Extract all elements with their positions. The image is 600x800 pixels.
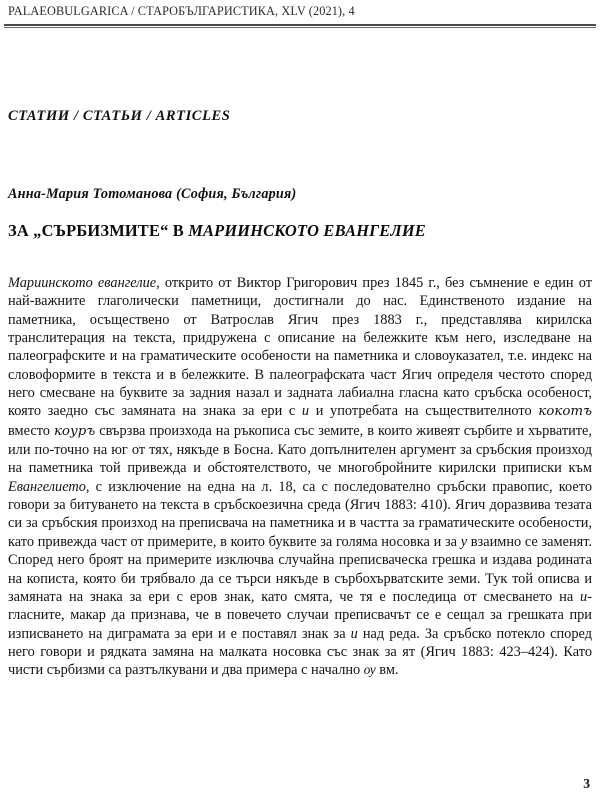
body-seg-12: взаимно се заменят. Според него броят на примерите изключва случайна преписваческа грешка и издава родината на кописта, която би трябвало да се търси някъде в сърбохърватските земи. Тук той описва и замяната на знака за ери с еров знак, като смята, че тя е последица от смесването на [8, 533, 592, 605]
article-title-roman: ЗА „СЪРБИЗМИТЕ“ В [8, 221, 189, 240]
body-seg-16: над реда. За сръбско потекло според него говори и рядката замяна на малката носовка със знак за ят (Ягич 1883: 423–424). Като чисти сърбизми са разтълкувани и два примера с начално [8, 625, 592, 679]
header-rule-thick [4, 24, 596, 26]
body-seg-italic-13: и [580, 588, 588, 605]
body-seg-slavonic-uk: ѹ [363, 663, 376, 679]
author-line: Анна-Мария Тотоманова (София, България) [8, 186, 297, 202]
body-seg-italic-11: у [460, 533, 468, 550]
body-seg-10: , с изключение на една на л. 18, са с последователно сръбски правопис, което говори за битуването на текста в сръбскоезична среда (Ягич 1883: 410). Ягич доразвива тезата си за сръбския произход на преписвача на паметника и в частта за граматическите особености, като привежда част от примерите, в които буквите за голяма носовка и за [8, 478, 592, 550]
page-number: 3 [583, 776, 590, 791]
body-seg-6: вместо [8, 422, 54, 439]
body-seg-2: , открито от Виктор Григорович през 1845 г., без съмнение е един от най-важните глаголически паметници, достигнали до нас. Единственото издание на паметника, осъществено от Ватрослав Ягич през 1883 г., представлява кирилска транслитерация на текста, придружена с описание на бележките към него, изследване на палеографските и на граматическите особености на паметника и словоуказател, т.е. индекс на словоформите в текста и в бележките. В палеографската част Ягич определя честото според него смесване на буквите за задния назал и задната лабиална гласна като сръбска особеност, която заедно със замяната на знака за ери с [8, 275, 592, 420]
body-seg-slavonic-kour: коуръ [53, 423, 96, 439]
section-label: СТАТИИ / СТАТЬИ / ARTICLES [8, 108, 231, 124]
body-seg-slavonic-kokot: кокотъ [538, 404, 593, 420]
body-seg-italic-9: Евангелието [8, 478, 86, 495]
body-seg-14: -гласните, макар да признава, че в повечето случаи преписвачът се е сещал за грешката при изписването на диграмата за ери и е поставял знак за [8, 588, 592, 642]
body-seg-4: и употребата на съществителното [309, 403, 539, 420]
article-title-italic: МАРИИНСКОТО ЕВАНГЕЛИЕ [188, 221, 426, 240]
body-seg-18: вм. [375, 662, 399, 679]
body-seg-8: свързва произхода на ръкописа със земите, в които живеят сърбите и хърватите, или по-точно на юг от тях, някъде в Босна. Като допълнителен аргумент за сръбския произход на паметника той привежда и обстоятелството, че многобройните кирилски приписки към [8, 422, 592, 477]
body-seg-italic-1: Мариинското евангелие [8, 275, 157, 291]
body-seg-italic-3: и [301, 403, 310, 420]
body-seg-italic-15: и [350, 625, 358, 642]
header-rule-thin [4, 27, 596, 28]
running-head: PALAEOBULGARICA / СТАРОБЪЛГАРИСТИКА, XLV (2021), 4 [8, 4, 355, 18]
header-rule [4, 24, 596, 28]
article-title [8, 221, 592, 241]
body-paragraph [8, 274, 592, 681]
